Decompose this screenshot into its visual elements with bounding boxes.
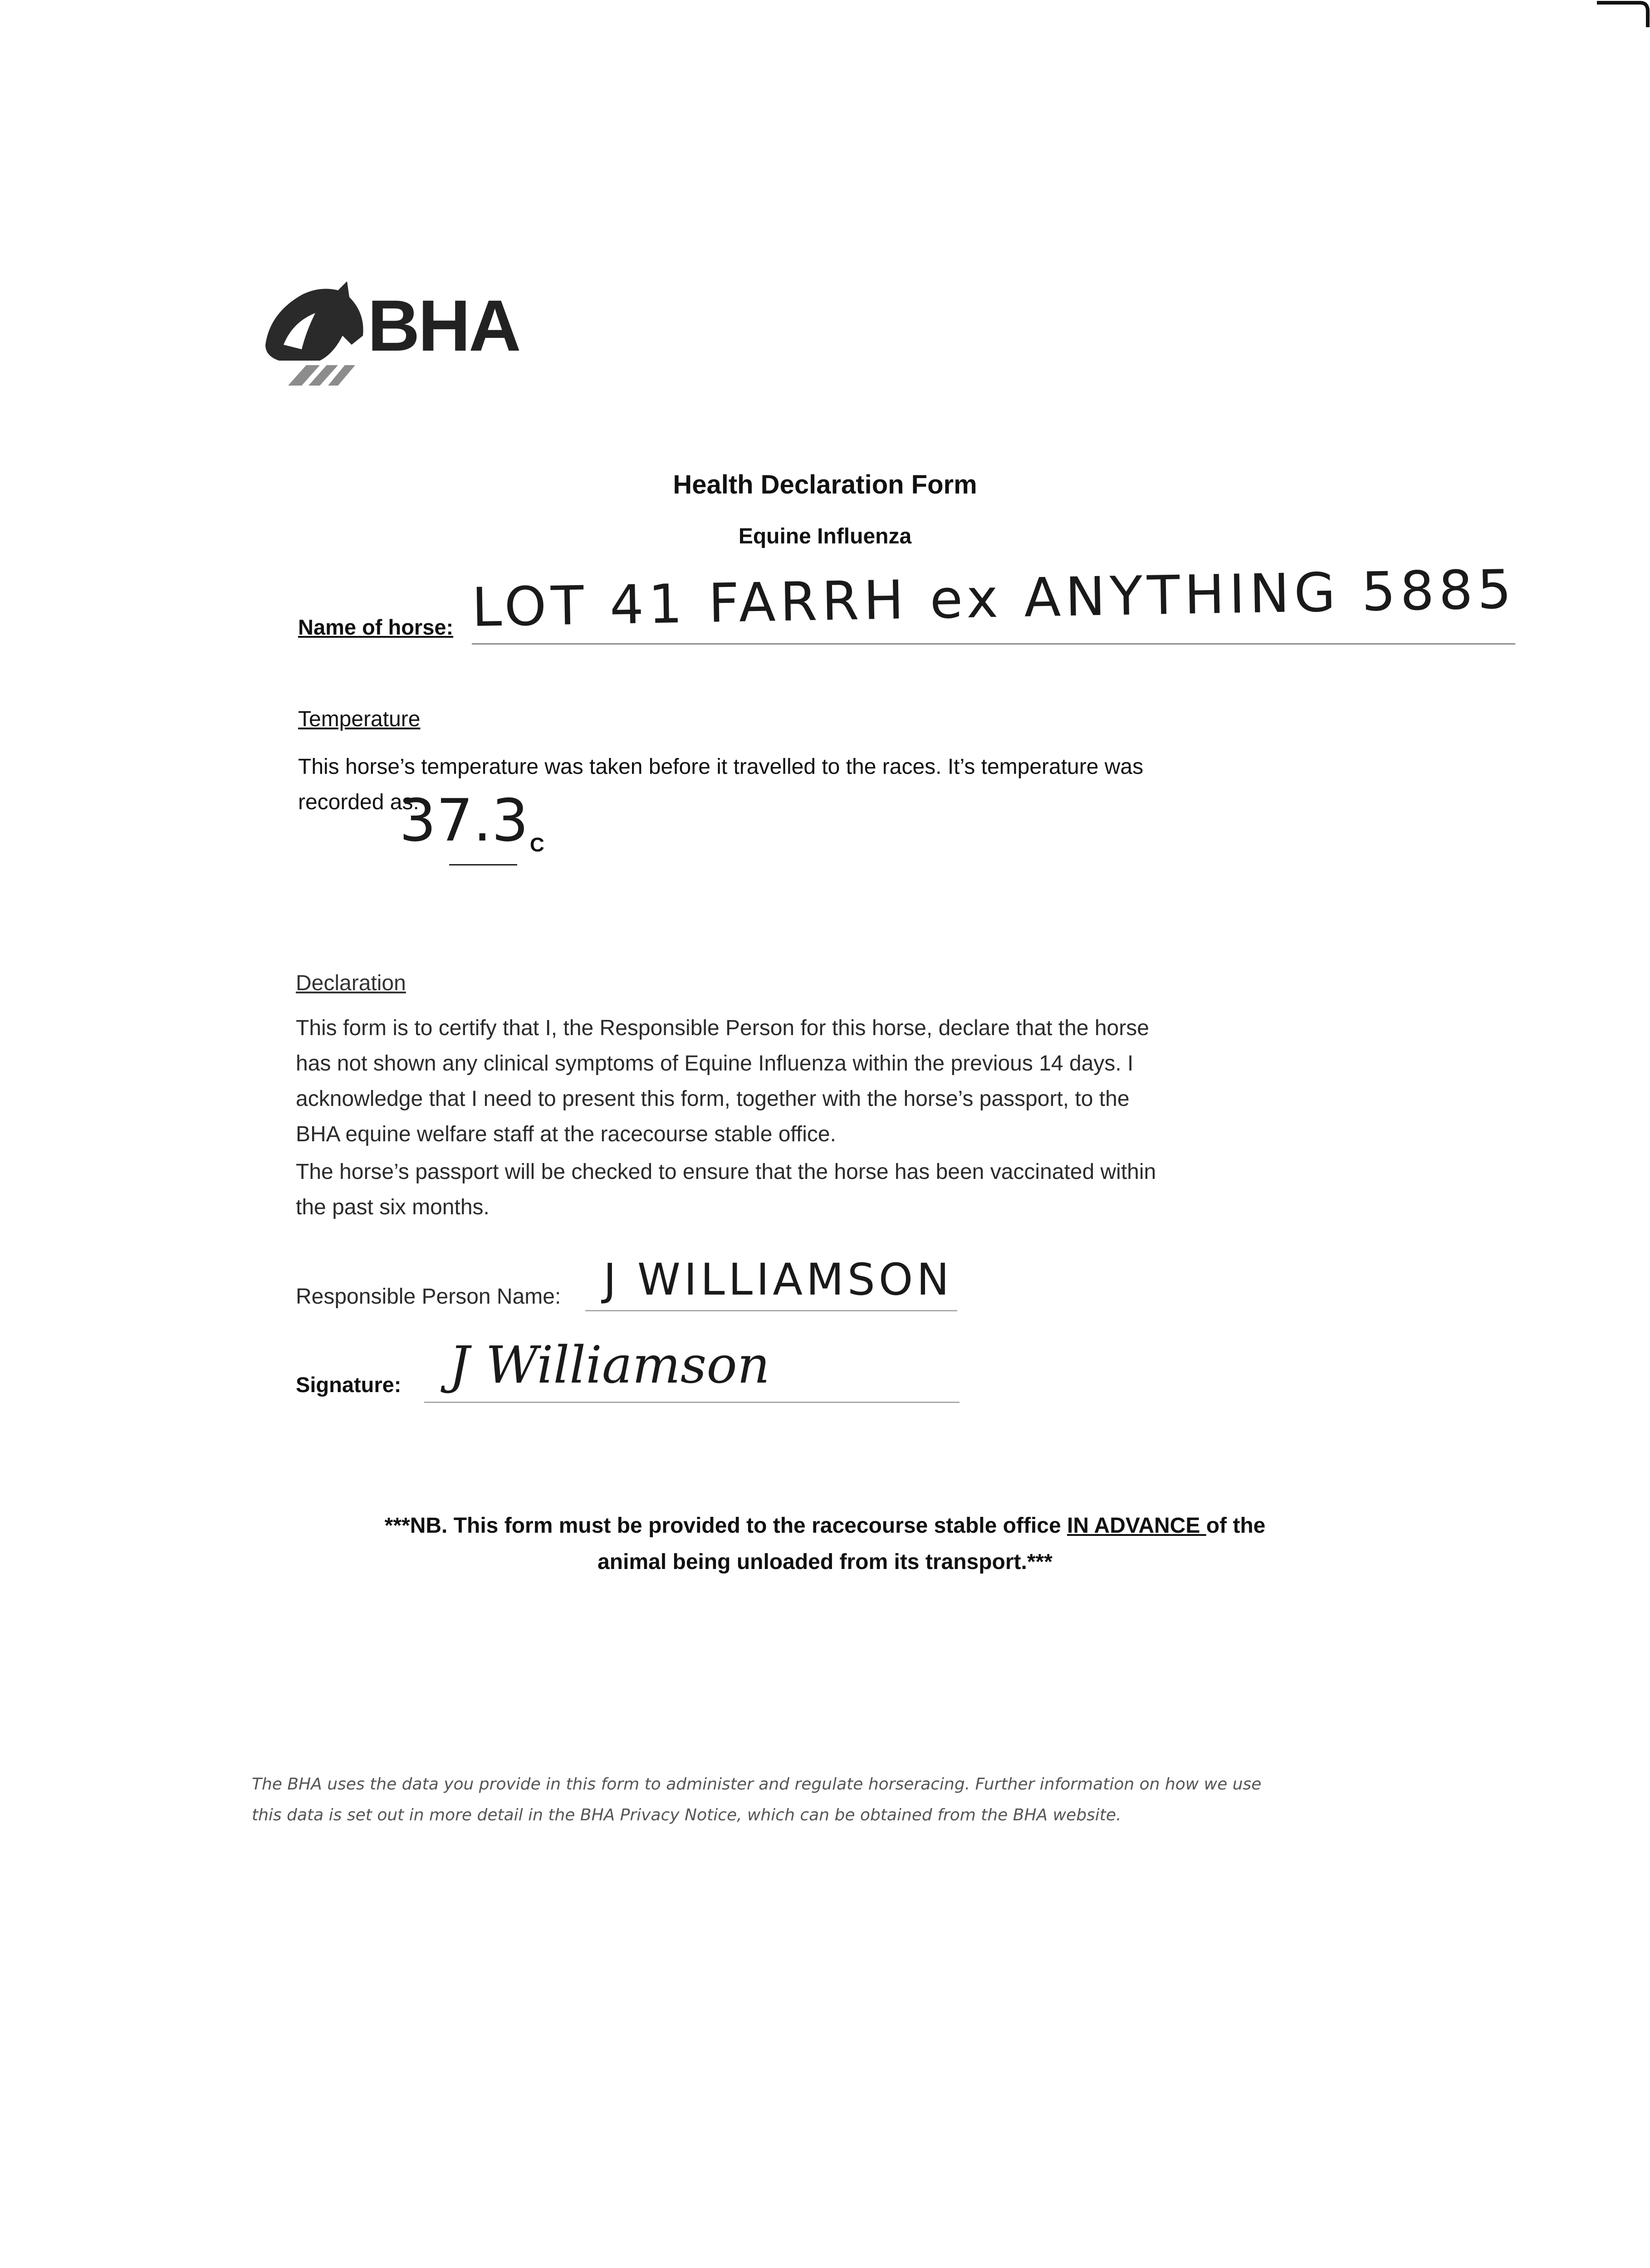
responsible-person-field[interactable]: J WILLIAMSON (603, 1254, 953, 1305)
temperature-value-field[interactable]: 37.3 (399, 787, 529, 855)
declaration-line: This form is to certify that I, the Responsible Person for this horse, declare that the horse (296, 1016, 1149, 1040)
signature-label: Signature: (296, 1373, 401, 1397)
declaration-line: has not shown any clinical symptoms of Equine Influenza within the previous 14 days. I (296, 1051, 1134, 1075)
scan-corner-mark (1597, 0, 1650, 27)
notice-prefix: ***NB. This form must be provided to the racecourse stable office (384, 1514, 1067, 1538)
temperature-unit: C (530, 834, 544, 856)
horse-name-field[interactable]: LOT 41 FARRH ex ANYTHING 5885 (471, 557, 1517, 639)
temperature-text-line2: recorded as: (298, 790, 419, 814)
temperature-heading: Temperature (298, 707, 421, 731)
signature-line (424, 1402, 960, 1403)
signature-field[interactable]: J Williamson (449, 1336, 770, 1395)
notice-line-2: animal being unloaded from its transport.*** (597, 1550, 1053, 1574)
declaration-line: the past six months. (296, 1195, 490, 1219)
notice-emphasis: IN ADVANCE (1067, 1514, 1206, 1538)
responsible-person-line (585, 1310, 957, 1311)
horse-name-label: Name of horse: (298, 615, 454, 639)
declaration-paragraph-2 (296, 1154, 1634, 1225)
responsible-person-label: Responsible Person Name: (296, 1285, 561, 1309)
privacy-line: this data is set out in more detail in the BHA Privacy Notice, which can be obtained from the BHA website. (252, 1806, 1121, 1824)
bha-logo (252, 277, 533, 386)
temperature-text-line1: This horse’s temperature was taken before it travelled to the races. It’s temperature was (298, 755, 1144, 779)
horse-name-line (472, 643, 1515, 645)
declaration-line: The horse’s passport will be checked to ensure that the horse has been vaccinated within (296, 1160, 1156, 1184)
privacy-notice (252, 1769, 1295, 1831)
temperature-value-line (449, 864, 517, 865)
notice-suffix: of the (1206, 1514, 1266, 1538)
form-subtitle: Equine Influenza (738, 524, 912, 548)
form-title: Health Declaration Form (673, 470, 977, 499)
notice-line-1 (0, 1508, 1650, 1544)
privacy-line: The BHA uses the data you provide in this form to administer and regulate horseracing. Further information on how we use (252, 1775, 1262, 1794)
declaration-paragraph-1 (296, 1011, 1634, 1152)
declaration-heading: Declaration (296, 971, 406, 995)
declaration-line: BHA equine welfare staff at the racecourse stable office. (296, 1122, 836, 1146)
logo-wordmark: BHA (367, 285, 519, 366)
declaration-line: acknowledge that I need to present this form, together with the horse’s passport, to the (296, 1087, 1130, 1111)
horse-head-icon (252, 277, 370, 386)
